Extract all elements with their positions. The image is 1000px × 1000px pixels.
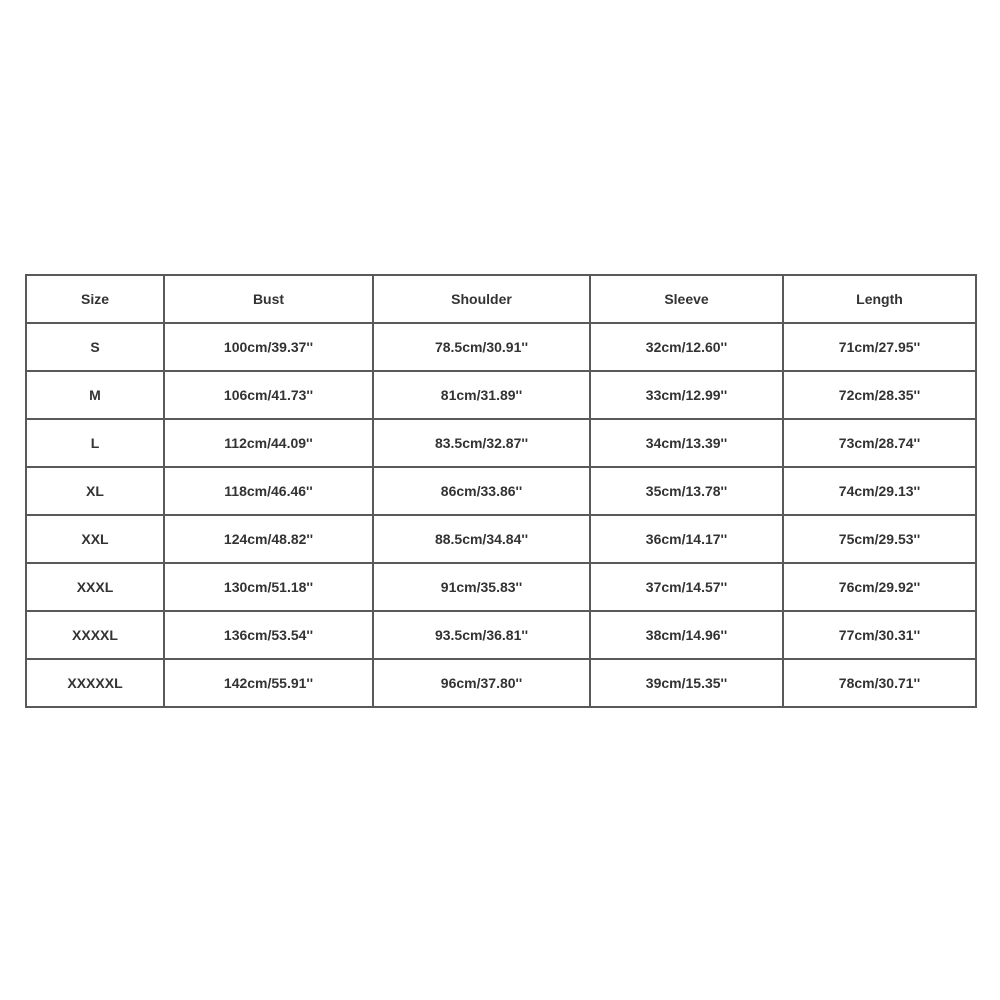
cell-length: 74cm/29.13''	[783, 467, 976, 515]
table-header-row	[26, 275, 976, 323]
cell-bust: 112cm/44.09''	[164, 419, 373, 467]
cell-size: XXXXL	[26, 611, 164, 659]
table-row	[26, 371, 976, 419]
table-row	[26, 659, 976, 707]
table-row	[26, 515, 976, 563]
cell-shoulder: 81cm/31.89''	[373, 371, 590, 419]
header-sleeve: Sleeve	[590, 275, 783, 323]
table-row	[26, 419, 976, 467]
header-bust: Bust	[164, 275, 373, 323]
cell-bust: 118cm/46.46''	[164, 467, 373, 515]
cell-length: 71cm/27.95''	[783, 323, 976, 371]
header-length: Length	[783, 275, 976, 323]
cell-size: M	[26, 371, 164, 419]
cell-sleeve: 37cm/14.57''	[590, 563, 783, 611]
cell-size: L	[26, 419, 164, 467]
cell-size: XXXXXL	[26, 659, 164, 707]
cell-shoulder: 93.5cm/36.81''	[373, 611, 590, 659]
cell-length: 72cm/28.35''	[783, 371, 976, 419]
cell-sleeve: 39cm/15.35''	[590, 659, 783, 707]
table-row	[26, 563, 976, 611]
cell-bust: 130cm/51.18''	[164, 563, 373, 611]
size-chart-table	[25, 274, 977, 708]
cell-size: XXL	[26, 515, 164, 563]
cell-bust: 106cm/41.73''	[164, 371, 373, 419]
table-row	[26, 323, 976, 371]
cell-sleeve: 32cm/12.60''	[590, 323, 783, 371]
cell-length: 78cm/30.71''	[783, 659, 976, 707]
cell-shoulder: 86cm/33.86''	[373, 467, 590, 515]
cell-bust: 100cm/39.37''	[164, 323, 373, 371]
cell-bust: 124cm/48.82''	[164, 515, 373, 563]
cell-sleeve: 35cm/13.78''	[590, 467, 783, 515]
table-row	[26, 467, 976, 515]
header-size: Size	[26, 275, 164, 323]
cell-size: XL	[26, 467, 164, 515]
cell-shoulder: 88.5cm/34.84''	[373, 515, 590, 563]
cell-length: 77cm/30.31''	[783, 611, 976, 659]
cell-shoulder: 83.5cm/32.87''	[373, 419, 590, 467]
cell-length: 73cm/28.74''	[783, 419, 976, 467]
cell-size: S	[26, 323, 164, 371]
cell-bust: 136cm/53.54''	[164, 611, 373, 659]
cell-shoulder: 91cm/35.83''	[373, 563, 590, 611]
cell-bust: 142cm/55.91''	[164, 659, 373, 707]
cell-shoulder: 96cm/37.80''	[373, 659, 590, 707]
cell-shoulder: 78.5cm/30.91''	[373, 323, 590, 371]
cell-length: 75cm/29.53''	[783, 515, 976, 563]
cell-sleeve: 34cm/13.39''	[590, 419, 783, 467]
cell-length: 76cm/29.92''	[783, 563, 976, 611]
table-row	[26, 611, 976, 659]
header-shoulder: Shoulder	[373, 275, 590, 323]
cell-size: XXXL	[26, 563, 164, 611]
cell-sleeve: 36cm/14.17''	[590, 515, 783, 563]
cell-sleeve: 33cm/12.99''	[590, 371, 783, 419]
cell-sleeve: 38cm/14.96''	[590, 611, 783, 659]
